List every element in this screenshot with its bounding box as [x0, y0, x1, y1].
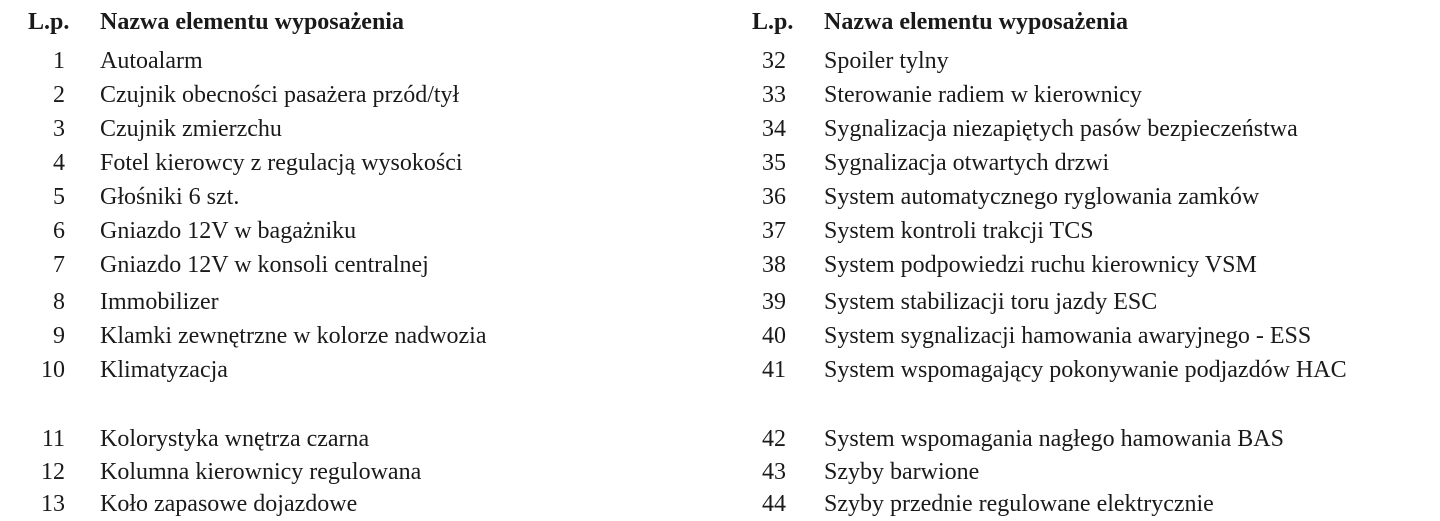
row-number: 32	[762, 48, 786, 74]
row-name: Szyby barwione	[824, 459, 980, 485]
row-name: Klimatyzacja	[100, 357, 228, 383]
row-number: 4	[53, 150, 65, 176]
row-number: 10	[41, 357, 65, 383]
row-name: System podpowiedzi ruchu kierownicy VSM	[824, 252, 1257, 278]
row-name: Sygnalizacja otwartych drzwi	[824, 150, 1110, 176]
row-name: Kolorystyka wnętrza czarna	[100, 426, 370, 452]
row-number: 37	[762, 218, 786, 244]
row-name: System stabilizacji toru jazdy ESC	[824, 289, 1158, 315]
row-number: 5	[53, 184, 65, 210]
row-number: 33	[762, 82, 786, 108]
row-number: 38	[762, 252, 786, 278]
row-name: System kontroli trakcji TCS	[824, 218, 1094, 244]
row-number: 9	[53, 323, 65, 349]
row-name: Czujnik zmierzchu	[100, 116, 282, 142]
row-name: Klamki zewnętrzne w kolorze nadwozia	[100, 323, 487, 349]
row-number: 13	[41, 491, 65, 517]
row-name: System wspomagania nagłego hamowania BAS	[824, 426, 1284, 452]
name-header: Nazwa elementu wyposażenia	[824, 9, 1128, 35]
row-name: Spoiler tylny	[824, 48, 949, 74]
row-name: Sygnalizacja niezapiętych pasów bezpieczeństwa	[824, 116, 1298, 142]
row-number: 34	[762, 116, 786, 142]
row-number: 7	[53, 252, 65, 278]
row-number: 39	[762, 289, 786, 315]
row-number: 8	[53, 289, 65, 315]
row-name: Autoalarm	[100, 48, 203, 74]
lp-header: L.p.	[752, 9, 794, 35]
row-name: Szyby przednie regulowane elektrycznie	[824, 491, 1214, 517]
row-name: System wspomagający pokonywanie podjazdów HAC	[824, 357, 1347, 383]
row-name: Gniazdo 12V w bagażniku	[100, 218, 357, 244]
row-name: Koło zapasowe dojazdowe	[100, 491, 358, 517]
row-name: Kolumna kierownicy regulowana	[100, 459, 422, 485]
row-number: 44	[762, 491, 786, 517]
row-number: 43	[762, 459, 786, 485]
row-name: System sygnalizacji hamowania awaryjnego - ESS	[824, 323, 1312, 349]
row-number: 3	[53, 116, 65, 142]
row-name: Głośniki 6 szt.	[100, 184, 240, 210]
row-name: Sterowanie radiem w kierownicy	[824, 82, 1142, 108]
name-header: Nazwa elementu wyposażenia	[100, 9, 404, 35]
row-number: 40	[762, 323, 786, 349]
row-number: 11	[41, 426, 65, 452]
row-number: 41	[762, 357, 786, 383]
row-name: Gniazdo 12V w konsoli centralnej	[100, 252, 429, 278]
row-name: Czujnik obecności pasażera przód/tył	[100, 82, 460, 108]
row-number: 35	[762, 150, 786, 176]
row-number: 42	[762, 426, 786, 452]
row-number: 1	[53, 48, 65, 74]
row-number: 6	[53, 218, 65, 244]
lp-header: L.p.	[28, 9, 70, 35]
row-name: Immobilizer	[100, 289, 219, 315]
row-name: System automatycznego ryglowania zamków	[824, 184, 1260, 210]
row-name: Fotel kierowcy z regulacją wysokości	[100, 150, 463, 176]
row-number: 36	[762, 184, 786, 210]
row-number: 2	[53, 82, 65, 108]
row-number: 12	[41, 459, 65, 485]
